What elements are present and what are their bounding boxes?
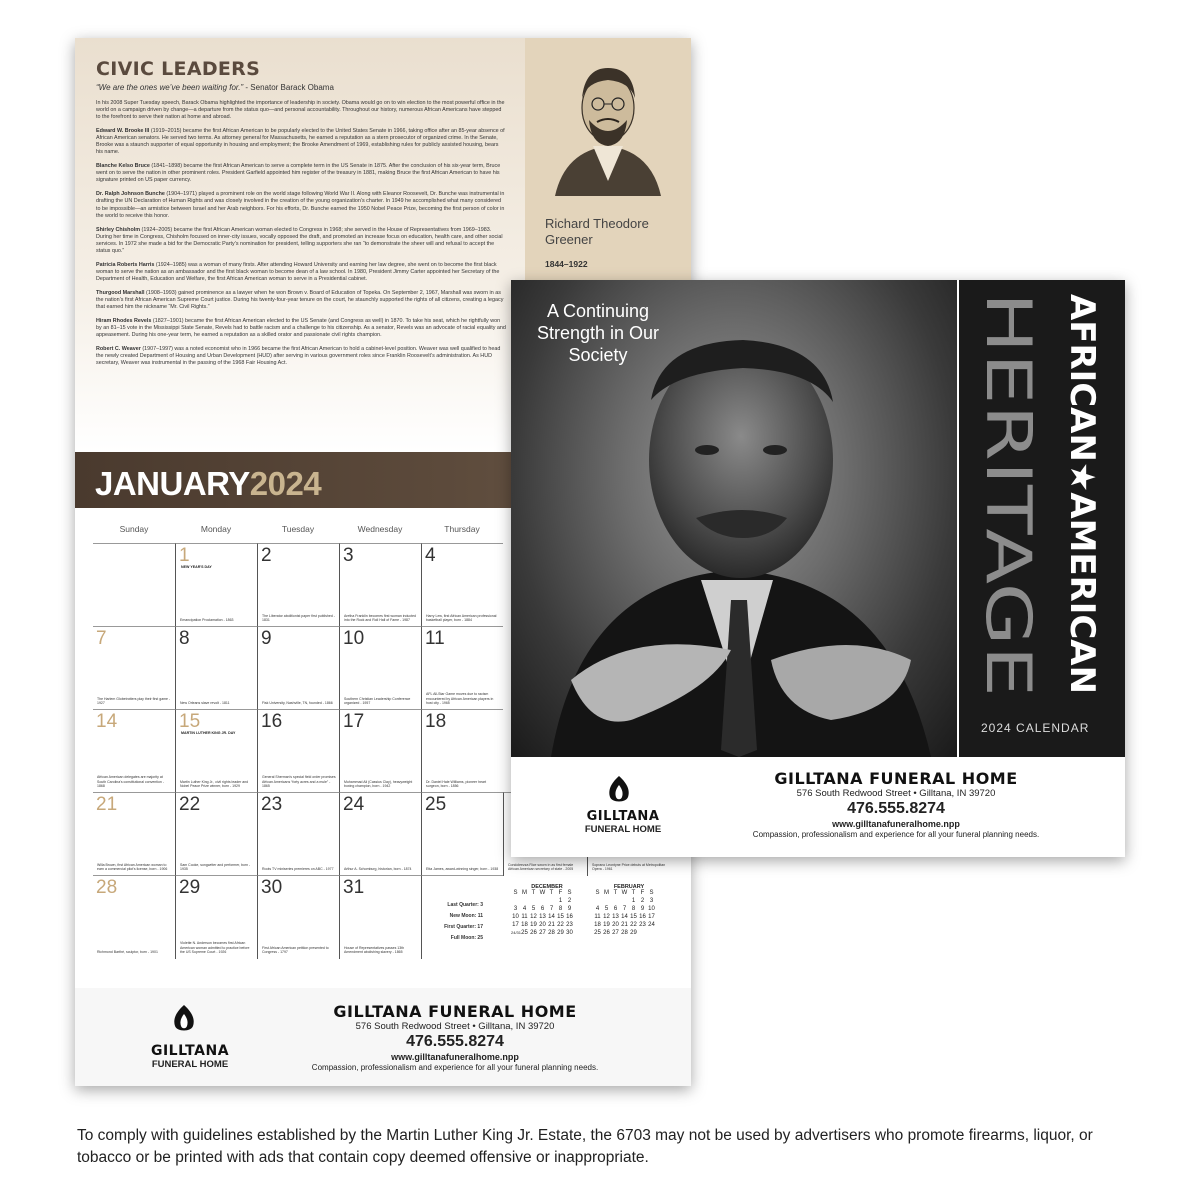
weekday-letter: W: [621, 890, 628, 896]
bio-paragraph: [96, 346, 506, 367]
greener-portrait: [545, 46, 671, 196]
day-event-note: House of Representatives passes 13th Amendment abolishing slavery - 1865: [344, 945, 405, 955]
calendar-day-cell: [175, 875, 257, 959]
mini-calendar-week: [511, 914, 583, 920]
weekday-letter: S: [567, 890, 572, 896]
bio-text: (1908–1993) gained prominence as a lawyer when he won Brown v. Board of Education of Topeka. On September 2, 1967, Marshall was sworn in as the nation’s first African American Supreme Court justice. During his twenty-four-year tenure on the court, he staunchly supported the rights of all citizens, creating a legacy that earned him the nickname “Mr. Civil Rights.”: [96, 289, 504, 310]
mini-day: 10: [648, 906, 655, 912]
calendar-day-cell: [421, 792, 503, 876]
day-event-note: African American delegates are majority at South Carolina's constitutional convention - 1868: [97, 775, 165, 789]
mini-calendar-week: [593, 914, 665, 920]
mini-day: 22: [557, 922, 564, 928]
mini-calendar-weekdays: [511, 890, 583, 896]
african-american-word: AFRICAN★AMERICAN: [1062, 294, 1102, 695]
civic-quote: [96, 83, 334, 92]
business-phone: 476.555.8274: [406, 1033, 504, 1050]
calendar-cell-empty: [93, 543, 175, 627]
mini-calendar-week: [593, 906, 665, 912]
business-name: GILLTANA FUNERAL HOME: [333, 1002, 577, 1021]
back-footer-ad: [75, 988, 691, 1086]
mini-calendar-weekdays: [593, 890, 665, 896]
calendar-day-cell: [257, 626, 339, 710]
day-event-note: AFL All-Star Game moves due to racism encountered by African American players in host city - 1965: [426, 692, 494, 706]
bio-name: Shirley Chisholm: [96, 226, 141, 233]
calendar-day-cell: [339, 543, 421, 627]
mini-day: 20: [539, 922, 546, 928]
bio-name: Edward W. Brooke III: [96, 128, 150, 135]
mini-calendar-week: [511, 906, 583, 912]
day-event-note: Aretha Franklin becomes first woman inducted into the Rock and Roll Hall of Fame - 1987: [344, 613, 416, 623]
day-number: 30: [261, 877, 283, 898]
heritage-word: HERITAGE: [972, 292, 1045, 601]
mini-day: [647, 930, 656, 936]
calendar-day-cell: [175, 543, 257, 627]
mini-day: 11: [594, 914, 601, 920]
day-header: Tuesday: [281, 524, 315, 534]
day-number: 18: [425, 711, 447, 732]
mini-day: 14: [621, 914, 628, 920]
day-event-note: Richmond Barthé, sculptor, born - 1901: [97, 950, 158, 955]
bio-text: (1924–2005) became the first African American woman elected to Congress in 1968; she served in the House of Representatives from 1969–1983. During her time in Congress, Chisholm focused on inner-city issues, vocally opposed the draft, and promoted an increase focus on education, health care, and other social services. In 1972 she made a bid for the Democratic Party’s nomination for president, telling supporters she ran “to demonstrate the sheer will and refusal to accept the status quo.”: [96, 226, 503, 254]
mini-day: [602, 898, 611, 904]
day-event-note: Roots TV miniseries premieres on ABC - 1977: [262, 867, 334, 872]
day-event-note: The Harlem Globetrotters play their first game - 1927: [97, 696, 171, 706]
mini-day: 29: [557, 930, 564, 936]
day-number: 2: [261, 545, 272, 566]
mini-day: 29: [630, 930, 637, 936]
bio-paragraph: [96, 163, 506, 184]
weekday-letter: M: [604, 890, 609, 896]
portrait-years: 1844–1922: [545, 259, 588, 269]
day-event-note: The Liberator abolitionist paper first published - 1831: [262, 613, 335, 623]
day-event-note: Dr. Daniel Hale Williams, pioneer heart surgeon, born - 1856: [426, 779, 487, 789]
calendar-day-cell: [93, 792, 175, 876]
bio-paragraph: [96, 191, 506, 219]
day-number: 28: [96, 877, 118, 898]
bio-paragraph: [96, 290, 506, 311]
mini-day: 22: [630, 922, 637, 928]
bio-paragraph: [96, 227, 506, 255]
mini-day: 15: [557, 914, 564, 920]
mini-day: 23: [639, 922, 646, 928]
day-number: 29: [179, 877, 201, 898]
bio-paragraph: [96, 128, 506, 156]
mini-calendar-week: [593, 922, 665, 928]
mini-day: 27: [612, 930, 619, 936]
day-header: Sunday: [119, 524, 149, 534]
day-event-note: Etta James, award-winning singer, born - 1938: [426, 867, 499, 872]
mini-day: 3: [513, 906, 518, 912]
logo-subtitle: FUNERAL HOME: [584, 824, 662, 835]
month-name: JANUARY: [95, 465, 250, 502]
logo-subtitle: FUNERAL HOME: [151, 1059, 229, 1070]
moon-phase: First Quarter: 17: [444, 924, 483, 930]
mini-day: 1: [558, 898, 563, 904]
mini-day: 10: [512, 914, 519, 920]
mini-day: 13: [612, 914, 619, 920]
mini-day: 16: [639, 914, 646, 920]
mini-day: 18: [521, 922, 528, 928]
mini-day: 8: [558, 906, 563, 912]
day-header: Thursday: [444, 524, 480, 534]
day-number: 15: [179, 711, 201, 732]
intro-paragraph: In his 2008 Super Tuesday speech, Barack Obama highlighted the importance of leadership in society. Obama would go on to win election to the most powerful office in the world on a campaign driven by change—a departure from the status quo—and personal accountability. Throughout our history, numerous African Americans have stepped to the forefront to serve their nation at home and abroad.: [96, 100, 505, 121]
civic-leaders-body: [96, 100, 506, 374]
day-event-note: Willa Brown, first African American woman to earn a commercial pilot's license, born - 1906: [97, 862, 168, 872]
mini-day: 9: [567, 906, 572, 912]
day-number: 7: [96, 628, 107, 649]
mini-day: 8: [631, 906, 636, 912]
day-event-note: New Orleans slave revolt - 1811: [180, 701, 230, 706]
mini-day: 5: [531, 906, 536, 912]
day-number: 11: [425, 628, 445, 649]
mini-day: [620, 898, 629, 904]
bio-text: (1907–1997) was a noted economist who in 1966 became the first African American to hold a cabinet-level position. Weaver was well qualified to head the newly created Department of Housing and Urban Development (HUD) after serving in various government roles since Franklin Roosevelt’s administration. As HUD secretary, Weaver was instrumental in the passing of the 1968 Fair Housing Act.: [96, 345, 501, 367]
mini-day: 5: [604, 906, 609, 912]
day-event-note: Condoleezza Rice sworn in as first female African American secretary of state - 2005: [508, 862, 574, 872]
mini-day: [520, 898, 529, 904]
bio-text: (1924–1985) was a woman of many firsts. After attending Howard University and earning her law degree, she went on to become the first black woman to serve the nation as an ambassador and the first black woman to become dean of a law school. In 1980, President Jimmy Carter appointed her Secretary of the Department of Health, Education and Welfare, the first African American woman to serve in a Presidential cabinet.: [96, 261, 500, 282]
weekday-letter: F: [558, 890, 563, 896]
mini-day: [511, 898, 520, 904]
business-name: GILLTANA FUNERAL HOME: [774, 769, 1018, 788]
moon-phase: Last Quarter: 3: [447, 902, 483, 908]
mini-calendar-february: [593, 884, 665, 936]
flame-logo-icon: [171, 1004, 197, 1034]
day-event-note: Southern Christian Leadership Conference organized - 1957: [344, 696, 411, 706]
mini-calendar-week: [511, 922, 583, 928]
title-band: [959, 280, 1125, 757]
month-year: 2024: [249, 465, 322, 502]
bio-name: Robert C. Weaver: [96, 345, 141, 352]
mini-day: 14: [548, 914, 555, 920]
day-number: 21: [96, 794, 118, 815]
logo-wordmark: GILLTANA: [150, 1043, 230, 1059]
day-header: Monday: [200, 524, 232, 534]
calendar-day-cell: [257, 709, 339, 793]
day-number: 9: [261, 628, 272, 649]
day-number: 16: [261, 711, 283, 732]
calendar-front-cover: [511, 280, 1125, 857]
business-website[interactable]: www.gilltanafuneralhome.npp: [391, 1052, 519, 1062]
calendar-day-cell: [175, 792, 257, 876]
calendar-day-cell: [339, 626, 421, 710]
mini-day: 26: [530, 930, 537, 936]
mini-day: 23: [566, 922, 573, 928]
day-number: 25: [425, 794, 447, 815]
mini-calendar-title: DECEMBER: [531, 884, 563, 890]
quote-text: “We are the ones we’ve been waiting for.”: [96, 83, 244, 92]
bio-text: (1827–1901) became the first African American elected to the US Senate (and Congress as well) in 1870. To take his seat, which he rightfully won by an 81–15 vote in the Mississippi State Senate, Revels had to battle racism and a challenge to his citizenship. As a senator, Revels was an advocate of racial equality and appeasement. During his one-year term, he earned a reputation as a skilled orator and passionate civil rights champion.: [96, 317, 506, 339]
mini-day: 17: [512, 922, 519, 928]
mini-calendar-week: [511, 898, 583, 904]
mini-day: [547, 898, 556, 904]
day-number: 4: [425, 545, 436, 566]
business-phone: 476.555.8274: [847, 800, 945, 817]
bio-text: (1919–2015) became the first African American to be popularly elected to the United States Senate in 1966, taking office after an 85-year absence of African American senators. He served two terms. As attorney general for Massachusetts, he earned a reputation as a stern prosecutor of organized crime. In the Senate, Brooke was a staunch supporter of equal opportunity in housing and employment; the Brooke Amendment of 1969, establishing rules for publicly assisted housing, bears his name.: [96, 128, 505, 156]
mini-day: 20: [612, 922, 619, 928]
calendar-day-cell: [421, 709, 503, 793]
business-website[interactable]: www.gilltanafuneralhome.npp: [832, 819, 960, 829]
mini-day: 4: [595, 906, 600, 912]
day-event-note: Sam Cooke, songwriter and performer, born - 1935: [180, 862, 251, 872]
calendar-day-cell: [339, 792, 421, 876]
moon-phase: New Moon: 11: [449, 913, 483, 919]
day-number: 17: [343, 711, 365, 732]
day-event-note: First African American petition presented to Congress - 1797: [262, 945, 329, 955]
calendar-day-cell: [339, 875, 421, 959]
mini-day: 24/31: [511, 930, 522, 935]
mini-day: [538, 898, 547, 904]
day-number: 3: [343, 545, 354, 566]
calendar-day-cell: [93, 709, 175, 793]
month-title: [95, 465, 321, 503]
cover-tagline: A Continuing Strength in Our Society: [536, 301, 660, 365]
mini-day: 27: [539, 930, 546, 936]
bio-name: Patricia Roberts Harris: [96, 261, 155, 268]
holiday-label: MARTIN LUTHER KING JR. DAY: [181, 731, 236, 735]
mini-day: 28: [621, 930, 628, 936]
day-number: 24: [343, 794, 365, 815]
day-number: 31: [343, 877, 365, 898]
mini-day: [593, 898, 602, 904]
mini-day: 21: [621, 922, 628, 928]
disclaimer-text: To comply with guidelines established by the Martin Luther King Jr. Estate, the 6703 may not be used by advertisers who promote firearms, liquor, or tobacco or be printed with ads that contain copy deemed offensive or inappropriate.: [77, 1127, 1093, 1166]
bio-name: Hiram Rhodes Revels: [96, 317, 152, 324]
mini-day: 15: [630, 914, 637, 920]
bio-text: (1841–1898) became the first African American to serve a complete term in the US Senate in 1875. After the conclusion of his six-year term, Bruce went on to serve the nation in other prominent roles. President Garfield appointed him register of the treasury in 1881, making Bruce the first African American to have his signature printed on US paper currency.: [96, 163, 501, 184]
mini-calendar-week: [593, 898, 665, 904]
bio-name: Thurgood Marshall: [96, 289, 145, 296]
calendar-day-cell: [175, 709, 257, 793]
weekday-letter: S: [649, 890, 654, 896]
day-number: 14: [96, 711, 118, 732]
calendar-day-cell: [93, 626, 175, 710]
mini-day: 12: [603, 914, 610, 920]
day-event-note: General Sherman's special field order promises African Americans “forty acres and a mule” - 1865: [262, 775, 336, 789]
calendar-day-cell: [257, 875, 339, 959]
mini-day: 3: [649, 898, 654, 904]
weekday-letter: F: [640, 890, 645, 896]
day-number: 22: [179, 794, 201, 815]
moon-cell: [421, 875, 503, 959]
mini-day: 2: [567, 898, 572, 904]
calendar-day-cell: [257, 543, 339, 627]
business-slogan: Compassion, professionalism and experience for all your funeral planning needs.: [752, 830, 1040, 839]
day-header: Wednesday: [357, 524, 403, 534]
calendar-year-label: 2024 CALENDAR: [981, 721, 1090, 735]
mini-day: 25: [521, 930, 528, 936]
mini-day: 9: [640, 906, 645, 912]
mini-day: 7: [622, 906, 627, 912]
bio-name: Blanche Kelso Bruce: [96, 163, 150, 170]
mini-day: 13: [539, 914, 546, 920]
calendar-day-cell: [175, 626, 257, 710]
cover-footer-ad: [511, 757, 1125, 857]
mini-day: 19: [530, 922, 537, 928]
mini-calendar-week: [593, 930, 665, 936]
quote-author: - Senator Barack Obama: [243, 83, 334, 92]
day-event-note: Arthur A. Schomburg, historian, born - 1874: [344, 867, 412, 872]
mini-day: 7: [549, 906, 554, 912]
bio-paragraph: [96, 262, 506, 283]
mini-day: 6: [540, 906, 545, 912]
day-number: 8: [179, 628, 190, 649]
weekday-letter: T: [631, 890, 636, 896]
holiday-label: NEW YEAR'S DAY: [181, 565, 212, 569]
vertical-title: [959, 280, 1125, 757]
bio-name: Dr. Ralph Johnson Bunche: [96, 191, 165, 198]
business-address: 576 South Redwood Street • Gilltana, IN 39720: [355, 1021, 555, 1032]
day-number: 23: [261, 794, 283, 815]
logo-wordmark: GILLTANA: [586, 809, 660, 824]
day-event-note: Violette N. Anderson becomes first African American woman admitted to practice before the US Supreme Court - 1926: [180, 941, 250, 955]
day-event-note: Emancipation Proclamation - 1863: [180, 618, 234, 623]
day-number: 1: [179, 545, 190, 566]
mini-day: [611, 898, 620, 904]
mini-day: 24: [648, 922, 655, 928]
day-event-note: Soprano Leontyne Price debuts at Metropolitan Opera - 1961: [592, 862, 666, 872]
mini-day: 28: [548, 930, 555, 936]
calendar-day-cell: [421, 626, 503, 710]
mini-day: [638, 930, 647, 936]
mini-day: 25: [594, 930, 601, 936]
mini-calendar-week: [511, 930, 583, 936]
mini-day: 4: [522, 906, 527, 912]
calendar-day-cell: [339, 709, 421, 793]
civic-leaders-title: CIVIC LEADERS: [96, 58, 261, 80]
mini-day: 1: [631, 898, 636, 904]
day-event-note: Fisk University, Nashville, TN, founded - 1866: [262, 701, 333, 706]
mini-day: 6: [613, 906, 618, 912]
bio-text: (1904–1971) played a prominent role on the world stage following World War II. Along with Eleanor Roosevelt, Dr. Bunche was instrumental in drafting the UN Declaration of Human Rights and was closely involved in the creation of the young organization’s charter. In 1949 he accomplished what many considered to be impossible—an armistice between Israel and her Arab neighbors. For his efforts, Dr. Bunche earned the 1950 Nobel Peace Prize, becoming the first person of color in the world to receive this honor.: [96, 191, 505, 219]
weekday-letter: W: [539, 890, 546, 896]
business-address: 576 South Redwood Street • Gilltana, IN 39720: [796, 788, 996, 799]
business-slogan: Compassion, professionalism and experience for all your funeral planning needs.: [311, 1063, 599, 1072]
day-event-note: Muhammad Ali (Cassius Clay), heavyweight boxing champion, born - 1942: [344, 779, 413, 789]
weekday-letter: T: [531, 890, 536, 896]
weekday-letter: T: [613, 890, 618, 896]
day-event-note: Martin Luther King Jr., civil rights leader and Nobel Peace Prize winner, born - 1929: [180, 779, 249, 789]
bio-paragraph: [96, 318, 506, 339]
weekday-letter: T: [549, 890, 554, 896]
mini-day: 18: [594, 922, 601, 928]
mini-day: 17: [648, 914, 655, 920]
weekday-letter: S: [595, 890, 600, 896]
mini-day: [529, 898, 538, 904]
mini-day: 12: [530, 914, 537, 920]
portrait-name: Richard Theodore Greener: [545, 216, 649, 247]
weekday-letter: S: [513, 890, 518, 896]
day-number: 10: [343, 628, 365, 649]
mini-day: 11: [521, 914, 528, 920]
moon-phase: Full Moon: 25: [450, 935, 483, 941]
mini-day: 30: [566, 930, 573, 936]
mini-day: 2: [640, 898, 645, 904]
calendar-day-cell: [93, 875, 175, 959]
mini-day: 21: [548, 922, 555, 928]
mini-day: 16: [566, 914, 573, 920]
calendar-day-cell: [257, 792, 339, 876]
mini-calendar-december: [511, 884, 583, 936]
mini-calendar-title: FEBRUARY: [613, 884, 645, 890]
calendar-day-cell: [421, 543, 503, 627]
mini-day: 26: [603, 930, 610, 936]
weekday-letter: M: [522, 890, 527, 896]
day-event-note: Harry Lew, first African American professional basketball player, born - 1884: [426, 613, 497, 623]
mini-day: 19: [603, 922, 610, 928]
flame-logo-icon: [606, 775, 632, 805]
